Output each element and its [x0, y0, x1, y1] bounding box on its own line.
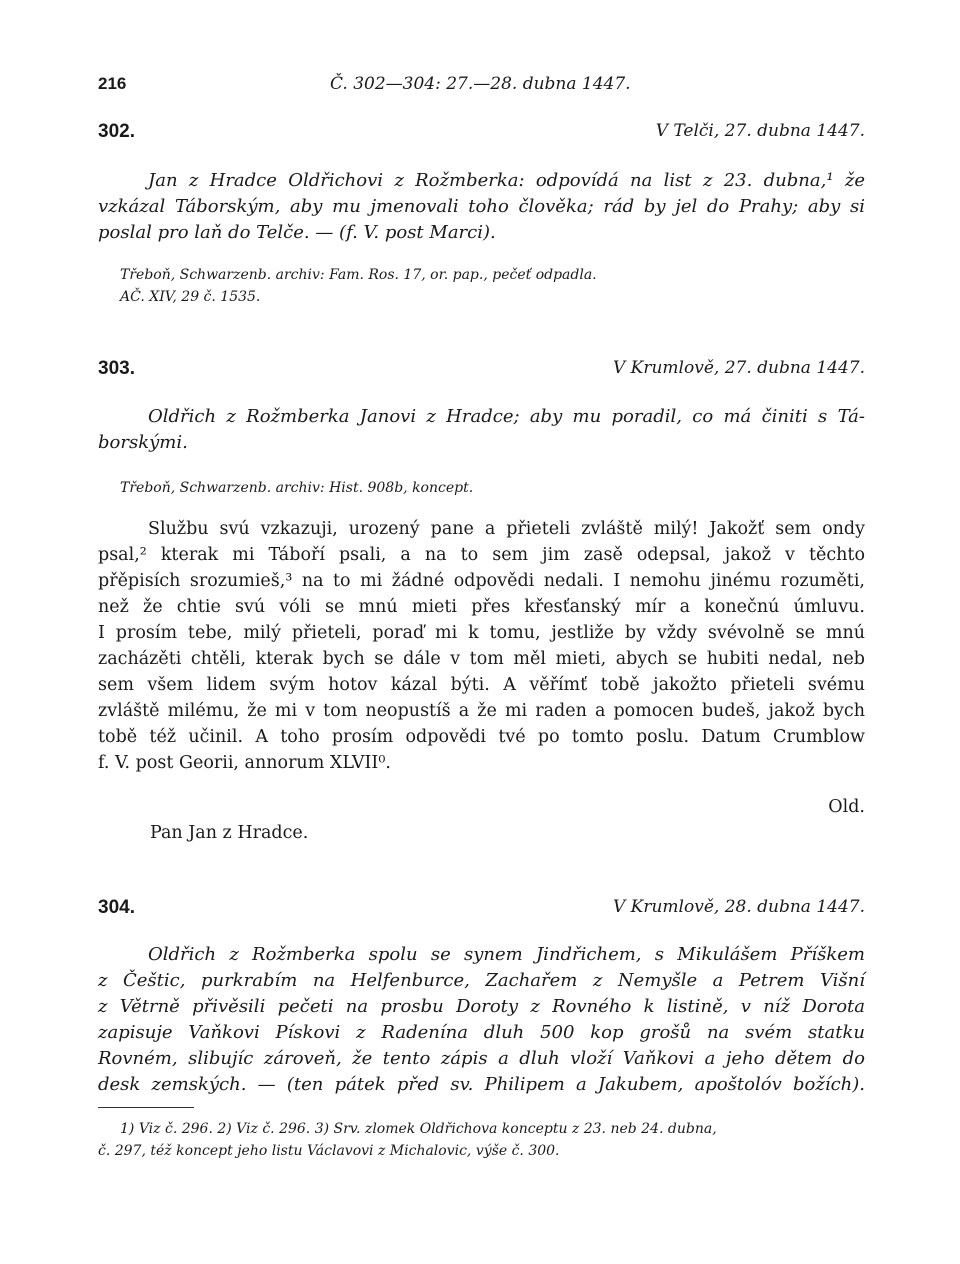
- letter-text-303: [98, 516, 865, 776]
- letter-line: f. V. post Georii, annorum XLVII⁰.: [98, 753, 391, 773]
- regest-line: poslal pro laň do Telče. — (f. V. post Marci).: [98, 222, 496, 243]
- letter-line: Službu svú vzkazuji, urozený pane a přieteli zvláště milý! Jakožť sem ondy: [148, 519, 865, 539]
- entry-regest-302: [98, 168, 865, 246]
- footnote-divider: [98, 1107, 194, 1108]
- regest-line: z Češtic, purkrabím na Helfenburce, Zachařem z Nemyšle a Petrem Višní: [98, 970, 865, 991]
- entry-place-date-303: V Krumlově, 27. dubna 1447.: [612, 358, 865, 378]
- letter-line: přěpisích srozumieš,³ na to mi žádné odpovědi nedali. I nemohu jinému rozuměti,: [98, 571, 865, 591]
- letter-line: zvláště milému, že mi v tom neopustíš a že mi raden a pomocen budeš, jakož bych: [98, 701, 865, 721]
- regest-line: zapisuje Vaňkovi Pískovi z Radenína dluh 500 kop grošů na svém statku: [98, 1022, 865, 1043]
- entry-sources-302: [120, 264, 597, 308]
- regest-line: z Větrně přivěsili pečeti na prosbu Doroty z Rovného k listině, v níž Dorota: [98, 996, 865, 1017]
- footnote-line: č. 297, též koncept jeho listu Václavovi z Michalovic, výše č. 300.: [98, 1143, 560, 1159]
- letter-line: než že chtie svú vóli se mnú mieti přes křesťanský mír a konečnú úmluvu.: [98, 597, 865, 617]
- letter-address: Pan Jan z Hradce.: [150, 823, 309, 843]
- entry-place-date-302: V Telči, 27. dubna 1447.: [655, 121, 865, 141]
- entry-place-date-304: V Krumlově, 28. dubna 1447.: [612, 897, 865, 917]
- regest-line: borskými.: [98, 432, 188, 453]
- footnotes: [98, 1118, 865, 1162]
- entry-number-303: 303.: [98, 358, 135, 379]
- letter-line: I prosím tebe, milý přieteli, poraď mi k tomu, jestliže by vždy svévolně se mnú: [98, 623, 865, 643]
- regest-line: Oldřich z Rožmberka Janovi z Hradce; aby mu poradil, co má činiti s Tá-: [148, 406, 865, 427]
- letter-line: zacházěti chtěli, kterak bych se dále v tom měl mieti, abych se hubiti nedal, neb: [98, 649, 865, 669]
- running-title: Č. 302—304: 27.—28. dubna 1447.: [330, 74, 631, 94]
- letter-line: sem všem lidem svým hotov kázal býti. A věřímť tobě jakožto přieteli svému: [98, 675, 865, 695]
- regest-line: Oldřich z Rožmberka spolu se synem Jindřichem, s Mikulášem Příškem: [148, 944, 865, 965]
- letter-signature: Old.: [828, 797, 865, 817]
- regest-line: vzkázal Táborským, aby mu jmenovali toho člověka; rád by jel do Prahy; aby si: [98, 196, 865, 217]
- entry-regest-304: [98, 942, 865, 1098]
- page-number: 216: [98, 74, 127, 93]
- entry-number-302: 302.: [98, 121, 135, 142]
- letter-line: psal,² kterak mi Táboří psali, a na to sem jim zasě odepsal, jakož v těchto: [98, 545, 865, 565]
- regest-line: desk zemských. — (ten pátek před sv. Philipem a Jakubem, apoštolóv božích).: [98, 1074, 865, 1095]
- footnote-line: 1) Viz č. 296. 2) Viz č. 296. 3) Srv. zlomek Oldřichova konceptu z 23. neb 24. dubna,: [120, 1121, 717, 1137]
- letter-line: tobě též učinil. A toho prosím odpovědi tvé po tomto poslu. Datum Crumblow: [98, 727, 865, 747]
- regest-line: Rovném, slibujíc zároveň, že tento zápis a dluh vloží Vaňkovi a jeho dětem do: [98, 1048, 865, 1069]
- entry-sources-303: [120, 477, 473, 499]
- source-line: Třeboň, Schwarzenb. archiv: Hist. 908b, koncept.: [120, 480, 474, 496]
- regest-line: Jan z Hradce Oldřichovi z Rožmberka: odpovídá na list z 23. dubna,¹ že: [148, 170, 865, 191]
- source-line: Třeboň, Schwarzenb. archiv: Fam. Ros. 17, or. pap., pečeť odpadla.: [120, 267, 597, 283]
- entry-number-304: 304.: [98, 897, 135, 918]
- source-line: AČ. XIV, 29 č. 1535.: [120, 289, 261, 305]
- entry-regest-303: [98, 404, 865, 456]
